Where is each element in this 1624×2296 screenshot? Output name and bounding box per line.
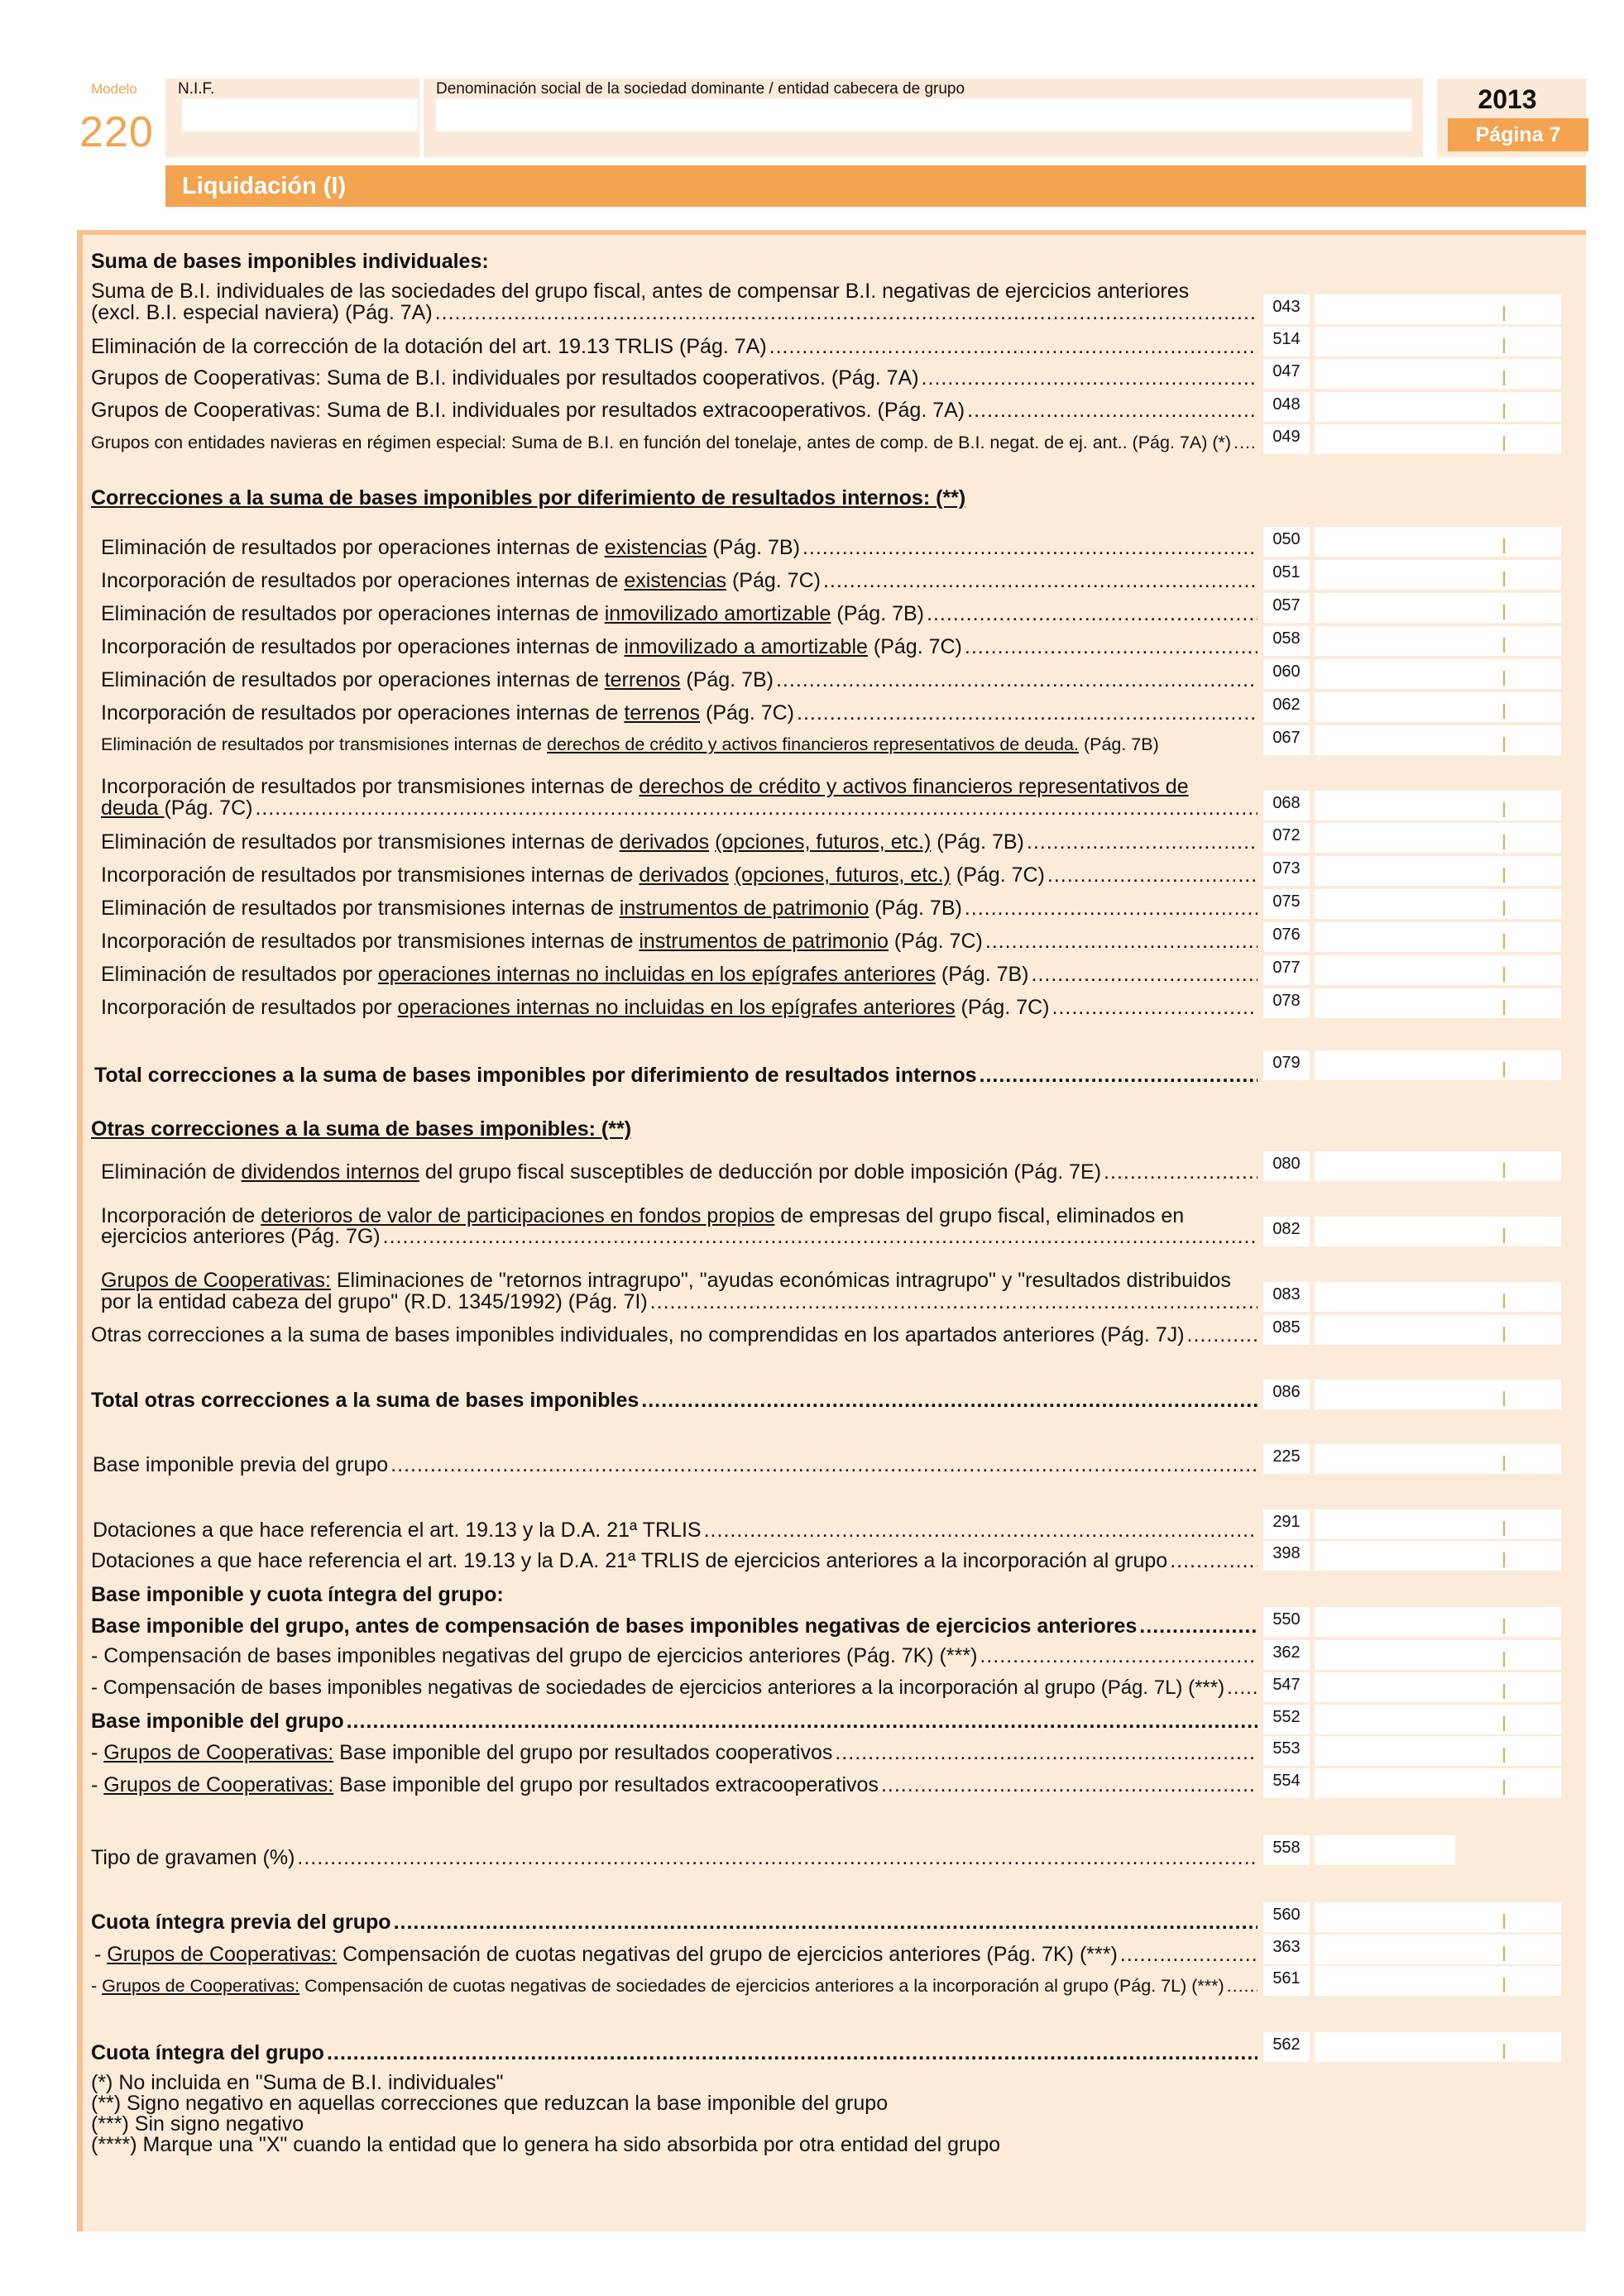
- row-225: Base imponible previa del grupo .....: [93, 1453, 1258, 1476]
- field-value[interactable]: [1315, 359, 1561, 389]
- field-code: 049: [1263, 424, 1310, 454]
- year: 2013: [1478, 84, 1537, 114]
- field-060[interactable]: [1263, 659, 1561, 689]
- field-value[interactable]: [1315, 889, 1561, 919]
- row-085: Otras correcciones a la suma de bases imponibles individuales, no comprendidas en los apartados anteriores (Pág. 7J) .....: [91, 1323, 1258, 1347]
- field-value[interactable]: [1315, 626, 1561, 656]
- heading-correcciones-diferimiento: Correcciones a la suma de bases imponibles por diferimiento de resultados internos: (**): [91, 486, 966, 509]
- field-363[interactable]: [1263, 1935, 1561, 1964]
- field-code: 067: [1263, 725, 1310, 755]
- section-title: Liquidación (I): [182, 173, 347, 199]
- field-value[interactable]: [1315, 294, 1561, 324]
- field-558[interactable]: [1263, 1835, 1561, 1865]
- field-value[interactable]: [1315, 922, 1561, 952]
- panel-top-border: [77, 230, 1586, 235]
- section-band: [165, 165, 1586, 207]
- row-562: Cuota íntegra del grupo .....: [91, 2041, 1258, 2064]
- row-068-line1: Incorporación de resultados por transmisiones internas de derechos de crédito y activos financieros representativos de: [101, 775, 1189, 798]
- field-value[interactable]: [1315, 560, 1561, 590]
- field-code: 076: [1263, 922, 1310, 952]
- field-082[interactable]: [1263, 1217, 1561, 1246]
- field-value[interactable]: [1315, 1509, 1561, 1539]
- row-363: - Grupos de Cooperativas: Compensación de cuotas negativas del grupo de ejercicios anteriores (Pág. 7K) (***) .....: [94, 1943, 1258, 1966]
- heading-base-cuota: Base imponible y cuota íntegra del grupo:: [91, 1583, 504, 1606]
- field-code: 057: [1263, 593, 1310, 623]
- field-085[interactable]: [1263, 1315, 1561, 1345]
- field-value[interactable]: [1315, 1736, 1561, 1766]
- field-code: 291: [1263, 1509, 1310, 1539]
- modelo-label: Modelo: [91, 81, 137, 97]
- field-552[interactable]: [1263, 1705, 1561, 1734]
- field-code: 514: [1263, 327, 1310, 356]
- field-code: 047: [1263, 359, 1310, 389]
- field-547[interactable]: [1263, 1672, 1561, 1702]
- row-073: Incorporación de resultados por transmisiones internas de derivados (opciones, futuros, etc.) (Pág. 7C) .....: [101, 863, 1258, 887]
- field-code: 554: [1263, 1768, 1310, 1798]
- field-code: 085: [1263, 1315, 1310, 1345]
- row-082-line1: Incorporación de deterioros de valor de participaciones en fondos propios de empresas del grupo fiscal, eliminados en: [101, 1204, 1185, 1227]
- field-value[interactable]: [1315, 659, 1561, 689]
- footnote-3: (***) Sin signo negativo: [91, 2112, 304, 2136]
- field-code: 043: [1263, 294, 1310, 324]
- field-value[interactable]: [1315, 1607, 1561, 1637]
- denominacion-field[interactable]: [436, 98, 1412, 132]
- field-code: 048: [1263, 392, 1310, 422]
- row-075: Eliminación de resultados por transmisiones internas de instrumentos de patrimonio (Pág. 7B) .....: [101, 897, 1258, 920]
- field-value[interactable]: [1315, 1217, 1561, 1246]
- field-value[interactable]: [1315, 955, 1561, 985]
- field-068[interactable]: [1263, 791, 1561, 820]
- field-362[interactable]: [1263, 1640, 1561, 1670]
- row-083: por la entidad cabeza del grupo" (R.D. 1345/1992) (Pág. 7I) .....: [101, 1290, 1258, 1313]
- field-077[interactable]: [1263, 955, 1561, 985]
- field-code: 080: [1263, 1151, 1310, 1181]
- field-value[interactable]: [1315, 1444, 1561, 1474]
- field-062[interactable]: [1263, 692, 1561, 722]
- field-value[interactable]: [1315, 1541, 1561, 1571]
- field-073[interactable]: [1263, 856, 1561, 886]
- row-553: - Grupos de Cooperativas: Base imponible del grupo por resultados cooperativos .....: [91, 1741, 1258, 1764]
- field-value[interactable]: [1315, 1640, 1561, 1670]
- nif-field[interactable]: [182, 98, 418, 132]
- field-553[interactable]: [1263, 1736, 1561, 1766]
- row-048: Grupos de Cooperativas: Suma de B.I. individuales por resultados extracooperativos. (Pág. 7A) .....: [91, 399, 1258, 422]
- field-code: 225: [1263, 1444, 1310, 1474]
- field-078[interactable]: [1263, 988, 1561, 1018]
- field-code: 079: [1263, 1050, 1310, 1080]
- row-067: Eliminación de resultados por transmisiones internas de derechos de crédito y activos financieros representativos de deuda. (Pág. 7B): [101, 734, 1159, 754]
- field-554[interactable]: [1263, 1768, 1561, 1798]
- field-561[interactable]: [1263, 1966, 1561, 1996]
- row-079: Total correcciones a la suma de bases imponibles por diferimiento de resultados internos .....: [94, 1064, 1258, 1087]
- field-code: 082: [1263, 1217, 1310, 1246]
- row-076: Incorporación de resultados por transmisiones internas de instrumentos de patrimonio (Pág. 7C) .....: [101, 930, 1258, 953]
- field-code: 077: [1263, 955, 1310, 985]
- row-291: Dotaciones a que hace referencia el art. 19.13 y la D.A. 21ª TRLIS .....: [93, 1519, 1258, 1542]
- field-value[interactable]: [1315, 392, 1561, 422]
- field-code: 552: [1263, 1705, 1310, 1734]
- field-514[interactable]: [1263, 327, 1561, 356]
- row-058: Incorporación de resultados por operaciones internas de inmovilizado a amortizable (Pág. 7C) .....: [101, 635, 1258, 658]
- field-code: 058: [1263, 626, 1310, 656]
- field-code: 547: [1263, 1672, 1310, 1702]
- field-code: 086: [1263, 1380, 1310, 1409]
- denominacion-label: Denominación social de la sociedad dominante / entidad cabecera de grupo: [436, 80, 965, 98]
- field-code: 068: [1263, 791, 1310, 820]
- field-057[interactable]: [1263, 593, 1561, 623]
- field-083[interactable]: [1263, 1282, 1561, 1312]
- field-value[interactable]: [1315, 1151, 1561, 1181]
- field-code: 550: [1263, 1607, 1310, 1637]
- heading-suma-bases: Suma de bases imponibles individuales:: [91, 250, 489, 273]
- field-value[interactable]: [1315, 1672, 1561, 1702]
- field-code: 062: [1263, 692, 1310, 722]
- field-value[interactable]: [1315, 856, 1561, 886]
- field-050[interactable]: [1263, 527, 1561, 557]
- row-552: Base imponible del grupo .....: [91, 1710, 1258, 1733]
- row-077: Eliminación de resultados por operaciones internas no incluidas en los epígrafes anteriores (Pág. 7B) .....: [101, 963, 1258, 986]
- field-value[interactable]: [1315, 424, 1561, 454]
- field-code: 051: [1263, 560, 1310, 590]
- field-value[interactable]: [1315, 593, 1561, 623]
- field-value[interactable]: [1315, 725, 1561, 755]
- field-550[interactable]: [1263, 1607, 1561, 1637]
- field-049[interactable]: [1263, 424, 1561, 454]
- footnote-4: (****) Marque una "X" cuando la entidad que lo genera ha sido absorbida por otra entidad del grupo: [91, 2133, 1001, 2156]
- field-291[interactable]: [1263, 1509, 1561, 1539]
- row-086: Total otras correcciones a la suma de bases imponibles .....: [91, 1389, 1258, 1412]
- field-075[interactable]: [1263, 889, 1561, 919]
- field-value[interactable]: [1315, 1835, 1455, 1865]
- row-547: - Compensación de bases imponibles negativas de sociedades de ejercicios anteriores a la incorporación al grupo (Pág. 7L) (***) .....: [91, 1677, 1258, 1700]
- heading-otras-correcciones: Otras correcciones a la suma de bases imponibles: (**): [91, 1117, 632, 1141]
- field-value[interactable]: [1315, 2032, 1561, 2062]
- field-code: 072: [1263, 823, 1310, 853]
- row-398: Dotaciones a que hace referencia el art. 19.13 y la D.A. 21ª TRLIS de ejercicios anteriores a la incorporación al grupo .....: [91, 1549, 1258, 1572]
- row-078: Incorporación de resultados por operaciones internas no incluidas en los epígrafes anteriores (Pág. 7C) .....: [101, 996, 1258, 1019]
- field-043[interactable]: [1263, 294, 1561, 324]
- row-051: Incorporación de resultados por operaciones internas de existencias (Pág. 7C) .....: [101, 569, 1258, 592]
- field-value[interactable]: [1315, 823, 1561, 853]
- row-047: Grupos de Cooperativas: Suma de B.I. individuales por resultados cooperativos. (Pág. 7A) .....: [91, 366, 1258, 390]
- field-code: 078: [1263, 988, 1310, 1018]
- row-561: - Grupos de Cooperativas: Compensación de cuotas negativas de sociedades de ejercicios anteriores a la incorporación al grupo (Pág. 7L) (***) .....: [91, 1974, 1258, 1997]
- row-080: Eliminación de dividendos internos del grupo fiscal susceptibles de deducción por doble imposición (Pág. 7E) .....: [101, 1160, 1258, 1184]
- row-050: Eliminación de resultados por operaciones internas de existencias (Pág. 7B) .....: [101, 536, 1258, 559]
- nif-label: N.I.F.: [178, 80, 215, 98]
- field-code: 558: [1263, 1835, 1310, 1865]
- field-value[interactable]: [1315, 1935, 1561, 1964]
- row-362: - Compensación de bases imponibles negativas del grupo de ejercicios anteriores (Pág. 7K) (***) .....: [91, 1644, 1258, 1667]
- field-value[interactable]: [1315, 1705, 1561, 1734]
- row-560: Cuota íntegra previa del grupo .....: [91, 1911, 1258, 1934]
- row-083-line1: Grupos de Cooperativas: Eliminaciones de "retornos intragrupo", "ayudas económicas intragrupo" y "resultados distribuidos: [101, 1269, 1231, 1292]
- field-value[interactable]: [1315, 791, 1561, 820]
- field-value[interactable]: [1315, 1282, 1561, 1312]
- field-code: 398: [1263, 1541, 1310, 1571]
- field-code: 083: [1263, 1282, 1310, 1312]
- row-068: deuda (Pág. 7C) .....: [101, 796, 1258, 820]
- field-value[interactable]: [1315, 1768, 1561, 1798]
- footnote-1: (*) No incluida en "Suma de B.I. individuales": [91, 2071, 504, 2094]
- field-code: 060: [1263, 659, 1310, 689]
- field-value[interactable]: [1315, 1966, 1561, 1996]
- field-072[interactable]: [1263, 823, 1561, 853]
- field-code: 073: [1263, 856, 1310, 886]
- field-067[interactable]: [1263, 725, 1561, 755]
- field-code: 560: [1263, 1902, 1310, 1932]
- field-560[interactable]: [1263, 1902, 1561, 1932]
- field-value[interactable]: [1315, 527, 1561, 557]
- page-label: Página 7: [1448, 118, 1588, 151]
- field-value[interactable]: [1315, 1380, 1561, 1409]
- field-080[interactable]: [1263, 1151, 1561, 1181]
- row-514: Eliminación de la corrección de la dotación del art. 19.13 TRLIS (Pág. 7A) .....: [91, 335, 1258, 358]
- field-code: 363: [1263, 1935, 1310, 1964]
- footnote-2: (**) Signo negativo en aquellas correcciones que reduzcan la base imponible del grupo: [91, 2092, 889, 2115]
- row-060: Eliminación de resultados por operaciones internas de terrenos (Pág. 7B) .....: [101, 668, 1258, 691]
- field-code: 362: [1263, 1640, 1310, 1670]
- field-value[interactable]: [1315, 1902, 1561, 1932]
- field-398[interactable]: [1263, 1541, 1561, 1571]
- field-code: 562: [1263, 2032, 1310, 2062]
- row-082: ejercicios anteriores (Pág. 7G) .....: [101, 1225, 1258, 1248]
- field-051[interactable]: [1263, 560, 1561, 590]
- modelo-number: 220: [79, 108, 154, 156]
- field-value[interactable]: [1315, 1050, 1561, 1080]
- field-code: 561: [1263, 1966, 1310, 1996]
- field-058[interactable]: [1263, 626, 1561, 656]
- panel-left-border: [77, 230, 83, 2231]
- row-049: Grupos con entidades navieras en régimen especial: Suma de B.I. en función del tonelaje, antes de comp. de B.I. negat. de ej. ant.. (Pág. 7A) (*) .....: [91, 431, 1258, 454]
- field-079[interactable]: [1263, 1050, 1561, 1080]
- field-047[interactable]: [1263, 359, 1561, 389]
- field-086[interactable]: [1263, 1380, 1561, 1409]
- field-value[interactable]: [1315, 692, 1561, 722]
- field-code: 050: [1263, 527, 1310, 557]
- field-048[interactable]: [1263, 392, 1561, 422]
- row-558: Tipo de gravamen (%) .....: [91, 1846, 1258, 1869]
- row-072: Eliminación de resultados por transmisiones internas de derivados (opciones, futuros, etc.) (Pág. 7B) .....: [101, 830, 1258, 854]
- row-043-line1: Suma de B.I. individuales de las sociedades del grupo fiscal, antes de compensar B.I. negativas de ejercicios anteriores: [91, 280, 1190, 303]
- field-code: 075: [1263, 889, 1310, 919]
- row-043: (excl. B.I. especial naviera) (Pág. 7A) .....: [91, 301, 1258, 324]
- row-554: - Grupos de Cooperativas: Base imponible del grupo por resultados extracooperativos .....: [91, 1773, 1258, 1796]
- field-value[interactable]: [1315, 1315, 1561, 1345]
- field-076[interactable]: [1263, 922, 1561, 952]
- field-562[interactable]: [1263, 2032, 1561, 2062]
- row-550: Base imponible del grupo, antes de compensación de bases imponibles negativas de ejercicios anteriores .....: [91, 1614, 1258, 1638]
- field-225[interactable]: [1263, 1444, 1561, 1474]
- row-057: Eliminación de resultados por operaciones internas de inmovilizado amortizable (Pág. 7B) .....: [101, 602, 1258, 625]
- field-code: 553: [1263, 1736, 1310, 1766]
- row-062: Incorporación de resultados por operaciones internas de terrenos (Pág. 7C) .....: [101, 701, 1258, 725]
- field-value[interactable]: [1315, 327, 1561, 356]
- field-value[interactable]: [1315, 988, 1561, 1018]
